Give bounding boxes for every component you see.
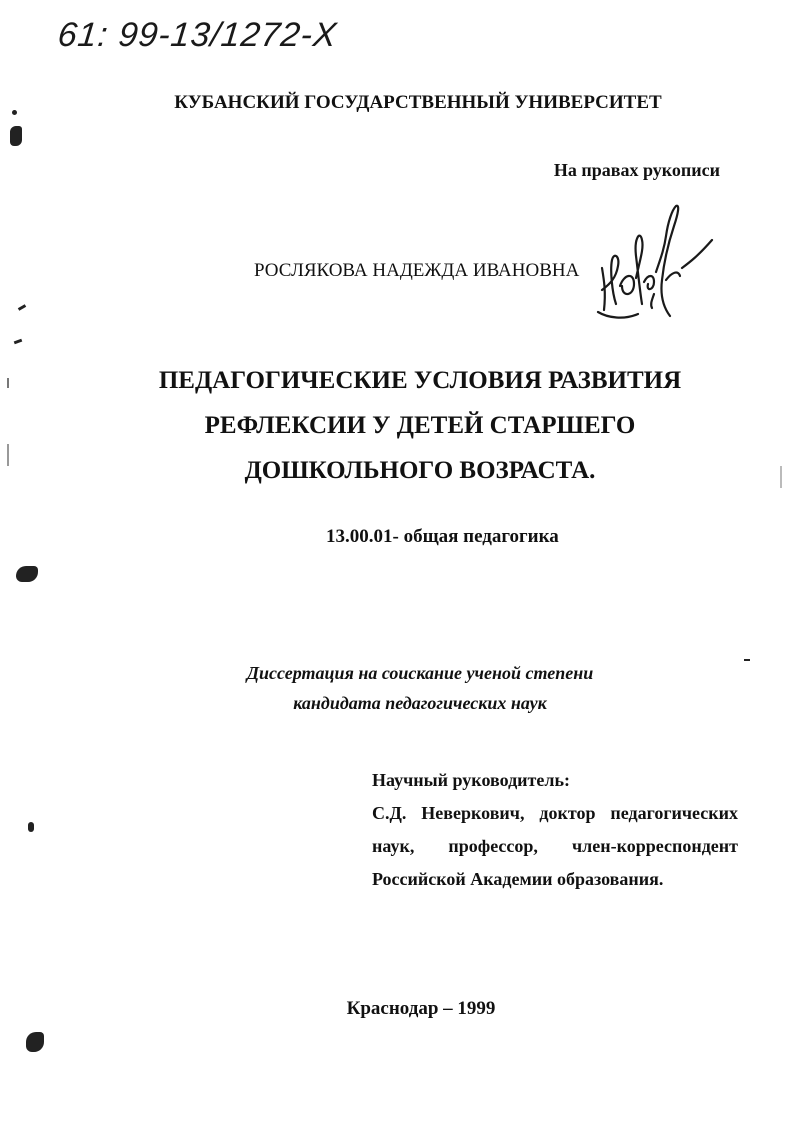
title-line: ПЕДАГОГИЧЕСКИЕ УСЛОВИЯ РАЗВИТИЯ (158, 367, 682, 394)
title-line: ДОШКОЛЬНОГО ВОЗРАСТА. (244, 457, 596, 484)
specialty: 13.00.01- общая педагогика (326, 526, 559, 547)
dissertation-statement (160, 658, 680, 718)
scan-artifact (7, 378, 9, 388)
city-year: Краснодар – 1999 (346, 998, 496, 1019)
title-line: РЕФЛЕКСИИ У ДЕТЕЙ СТАРШЕГО (204, 412, 636, 439)
scan-artifact (14, 339, 23, 345)
scan-artifact (28, 822, 34, 832)
supervisor-line: наук, профессор, член-корреспондент (372, 836, 738, 856)
scan-artifact (744, 659, 750, 661)
supervisor-line: С.Д. Неверкович, доктор педагогических (372, 803, 738, 823)
supervisor-line: Российской Академии образования. (372, 869, 664, 889)
supervisor-heading: Научный руководитель: (372, 770, 570, 790)
scan-artifact (780, 466, 782, 488)
scan-artifact (7, 444, 9, 466)
dissertation-line: Диссертация на соискание ученой степени (246, 663, 594, 683)
dissertation-title (150, 358, 690, 493)
dissertation-line: кандидата педагогических наук (293, 693, 547, 713)
supervisor-block (372, 764, 738, 896)
university-name: КУБАНСКИЙ ГОСУДАРСТВЕННЫЙ УНИВЕРСИТЕТ (174, 92, 662, 113)
handwritten-signature-icon (594, 200, 724, 325)
archive-code: 61: 99-13/1272-X (56, 16, 339, 54)
scan-artifact (26, 1032, 44, 1052)
rights-note: На правах рукописи (553, 160, 720, 180)
scan-artifact (18, 304, 26, 311)
scan-artifact (16, 566, 38, 582)
scan-artifact (10, 126, 22, 146)
author-name: РОСЛЯКОВА НАДЕЖДА ИВАНОВНА (254, 260, 580, 281)
